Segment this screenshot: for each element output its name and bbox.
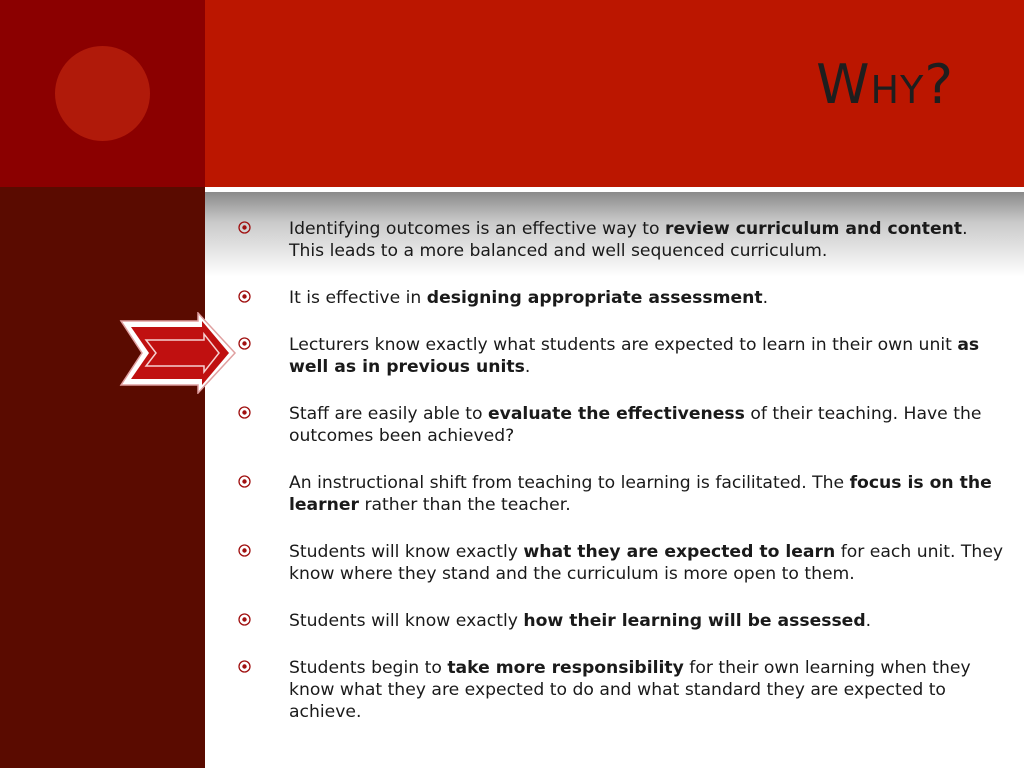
bullet-item xyxy=(238,334,1008,378)
bullet-text: . xyxy=(865,611,872,631)
bullet-item xyxy=(238,287,1008,309)
arrow-right-icon xyxy=(118,312,238,394)
decorative-circle xyxy=(55,46,150,141)
bullet-item xyxy=(238,657,1008,723)
bullet-emphasis: review curriculum and content xyxy=(664,219,963,239)
bullet-list xyxy=(238,218,1008,723)
bullet-emphasis: how their learning will be assessed xyxy=(523,611,866,631)
bullet-text: Students will know exactly xyxy=(289,542,524,562)
circled-dot-bullet-icon xyxy=(238,290,251,303)
bullet-text: . This leads to a more balanced and well sequenced curriculum. xyxy=(289,219,968,261)
bullet-text: . xyxy=(524,357,531,377)
circled-dot-bullet-icon xyxy=(238,660,251,673)
bullet-text: Identifying outcomes is an effective way to xyxy=(289,219,665,239)
bullet-text: It is effective in xyxy=(289,288,427,308)
circled-dot-bullet-icon xyxy=(238,544,251,557)
bullet-text: for each unit. They know where they stand and the curriculum is more open to them. xyxy=(289,542,1004,584)
bullet-text: rather than the teacher. xyxy=(359,495,571,515)
bullet-text: Staff are easily able to xyxy=(289,404,488,424)
bullet-emphasis: as well as in previous units xyxy=(289,335,980,377)
circled-dot-bullet-icon xyxy=(238,613,251,626)
left-top-panel xyxy=(0,0,205,187)
bullet-text: . xyxy=(762,288,769,308)
bullet-item xyxy=(238,218,1008,262)
bullet-item xyxy=(238,610,1008,632)
left-bottom-panel xyxy=(0,187,205,768)
bullet-text: An instructional shift from teaching to learning is facilitated. The xyxy=(289,473,850,493)
bullet-emphasis: evaluate the effectiveness xyxy=(487,404,745,424)
circled-dot-bullet-icon xyxy=(238,337,251,350)
bullet-text: Students will know exactly xyxy=(289,611,524,631)
circled-dot-bullet-icon xyxy=(238,221,251,234)
circled-dot-bullet-icon xyxy=(238,475,251,488)
bullet-text: Students begin to xyxy=(289,658,448,678)
circled-dot-bullet-icon xyxy=(238,406,251,419)
bullet-item xyxy=(238,403,1008,447)
bullet-emphasis: what they are expected to learn xyxy=(523,542,836,562)
bullet-emphasis: take more responsibility xyxy=(447,658,684,678)
bullet-emphasis: focus is on the learner xyxy=(289,473,992,515)
bullet-text: Lecturers know exactly what students are expected to learn in their own unit xyxy=(289,335,958,355)
bullet-item xyxy=(238,472,1008,516)
bullet-item xyxy=(238,541,1008,585)
bullet-text: of their teaching. Have the outcomes been achieved? xyxy=(289,404,982,446)
slide-title: Why? xyxy=(816,53,954,116)
bullet-emphasis: designing appropriate assessment xyxy=(426,288,763,308)
bullet-text: for their own learning when they know what they are expected to do and what standard they are expected to achieve. xyxy=(289,658,971,722)
